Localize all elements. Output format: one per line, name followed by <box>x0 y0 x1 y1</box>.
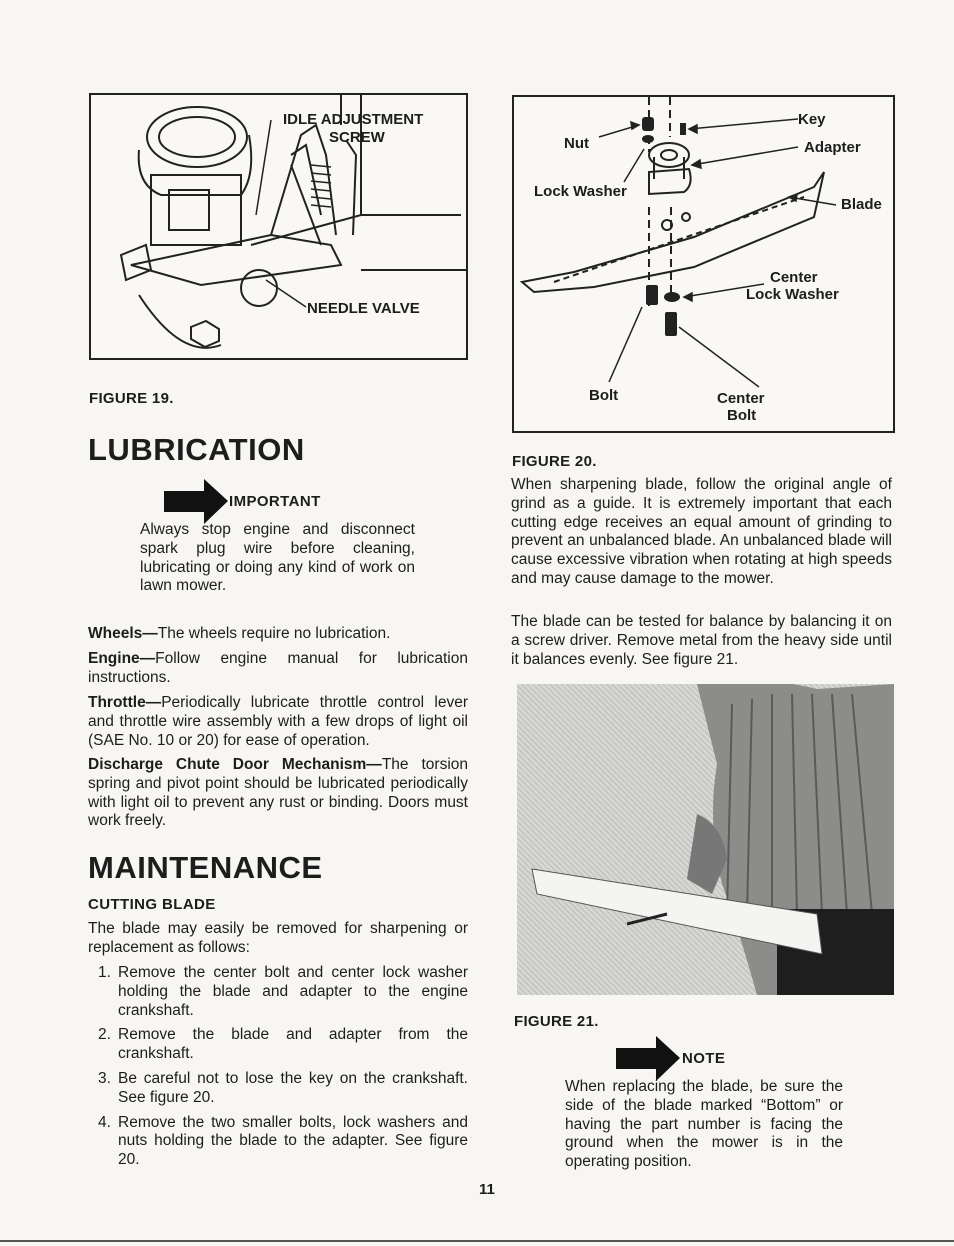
figure-21-photo <box>517 684 894 995</box>
important-arrow-icon <box>164 479 228 525</box>
list-item: 1. Remove the center bolt and center lock washer holding the blade and adapter to the engine crankshaft. <box>98 964 468 1019</box>
chute-paragraph <box>88 756 468 831</box>
adapter-label: Adapter <box>804 139 861 156</box>
important-text: Always stop engine and disconnect spark plug wire before cleaning, lubricating or doing any kind of work on lawn mower. <box>140 521 415 595</box>
engine-text: Follow engine manual for lubrication instructions. <box>88 650 468 686</box>
list-item: 4. Remove the two smaller bolts, lock washers and nuts holding the blade to the adapter. See figure 20. <box>98 1113 468 1169</box>
engine-heading: Engine— <box>88 650 156 667</box>
figure-19-caption: FIGURE 19. <box>89 390 174 407</box>
balance-paragraph: The blade can be tested for balance by balancing it on a screw driver. Remove metal from the heavy side until it balances evenly. See figure 21. <box>511 613 892 668</box>
wheels-paragraph <box>88 625 468 644</box>
idle-adjustment-label: IDLE ADJUSTMENT <box>283 111 424 128</box>
wheels-heading: Wheels— <box>88 625 158 642</box>
throttle-paragraph <box>88 694 468 750</box>
maintenance-intro: The blade may easily be removed for sharpening or replacement as follows: <box>88 920 468 956</box>
chute-text: The torsion spring and pivot point should be lubricated periodically with light oil to prevent any rust or binding. Doors must work freely. <box>88 756 468 830</box>
center-lock-washer-label-1: Center <box>770 269 818 286</box>
figure-21-caption: FIGURE 21. <box>514 1013 599 1030</box>
figure-20-frame <box>512 95 895 433</box>
nut-label: Nut <box>564 135 589 152</box>
center-bolt-label-1: Center <box>717 390 765 407</box>
needle-valve-label: NEEDLE VALVE <box>307 300 420 317</box>
figure-19-frame <box>89 93 468 360</box>
note-text: When replacing the blade, be sure the side of the blade marked “Bottom” or having the part number is facing the ground when the mower is in the operating position. <box>565 1078 843 1171</box>
chute-heading: Discharge Chute Door Mechanism— <box>88 756 382 773</box>
footer-rule <box>0 1240 954 1242</box>
page-number: 11 <box>479 1181 495 1198</box>
lock-washer-label: Lock Washer <box>534 183 627 200</box>
balancing-blade-photo <box>517 684 894 995</box>
lubrication-heading: LUBRICATION <box>88 432 305 467</box>
key-label: Key <box>798 111 826 128</box>
list-item: 2. Remove the blade and adapter from the crankshaft. <box>98 1026 468 1063</box>
list-item: 3. Be careful not to lose the key on the crankshaft. See figure 20. <box>98 1069 468 1106</box>
carburetor-illustration <box>91 95 466 358</box>
throttle-text: Periodically lubricate throttle control lever and throttle wire assembly with a few drops of light oil (SAE No. 10 or 20) for ease of operation. <box>88 694 468 749</box>
removal-steps-list <box>88 964 468 1176</box>
cutting-blade-subheading: CUTTING BLADE <box>88 896 216 913</box>
wheels-text: The wheels require no lubrication. <box>157 625 391 642</box>
bolt-label: Bolt <box>589 387 619 404</box>
figure-20-caption: FIGURE 20. <box>512 453 597 470</box>
center-bolt-label-2: Bolt <box>727 407 757 424</box>
center-lock-washer-label-2: Lock Washer <box>746 286 839 303</box>
note-label: NOTE <box>682 1050 726 1067</box>
note-arrow-icon <box>616 1036 680 1082</box>
idle-screw-label: SCREW <box>329 129 385 146</box>
throttle-heading: Throttle— <box>88 694 162 711</box>
blade-label: Blade <box>841 196 882 213</box>
maintenance-heading: MAINTENANCE <box>88 850 323 885</box>
important-label: IMPORTANT <box>229 493 321 510</box>
engine-paragraph <box>88 650 468 688</box>
sharpening-paragraph: When sharpening blade, follow the original angle of grind as a guide. It is extremely important that each cutting edge receives an equal amount of grinding to prevent an unbalanced blade. An unbalanced blade will cause excessive vibration when rotating at high speeds and may cause damage to the mower. <box>511 476 892 587</box>
